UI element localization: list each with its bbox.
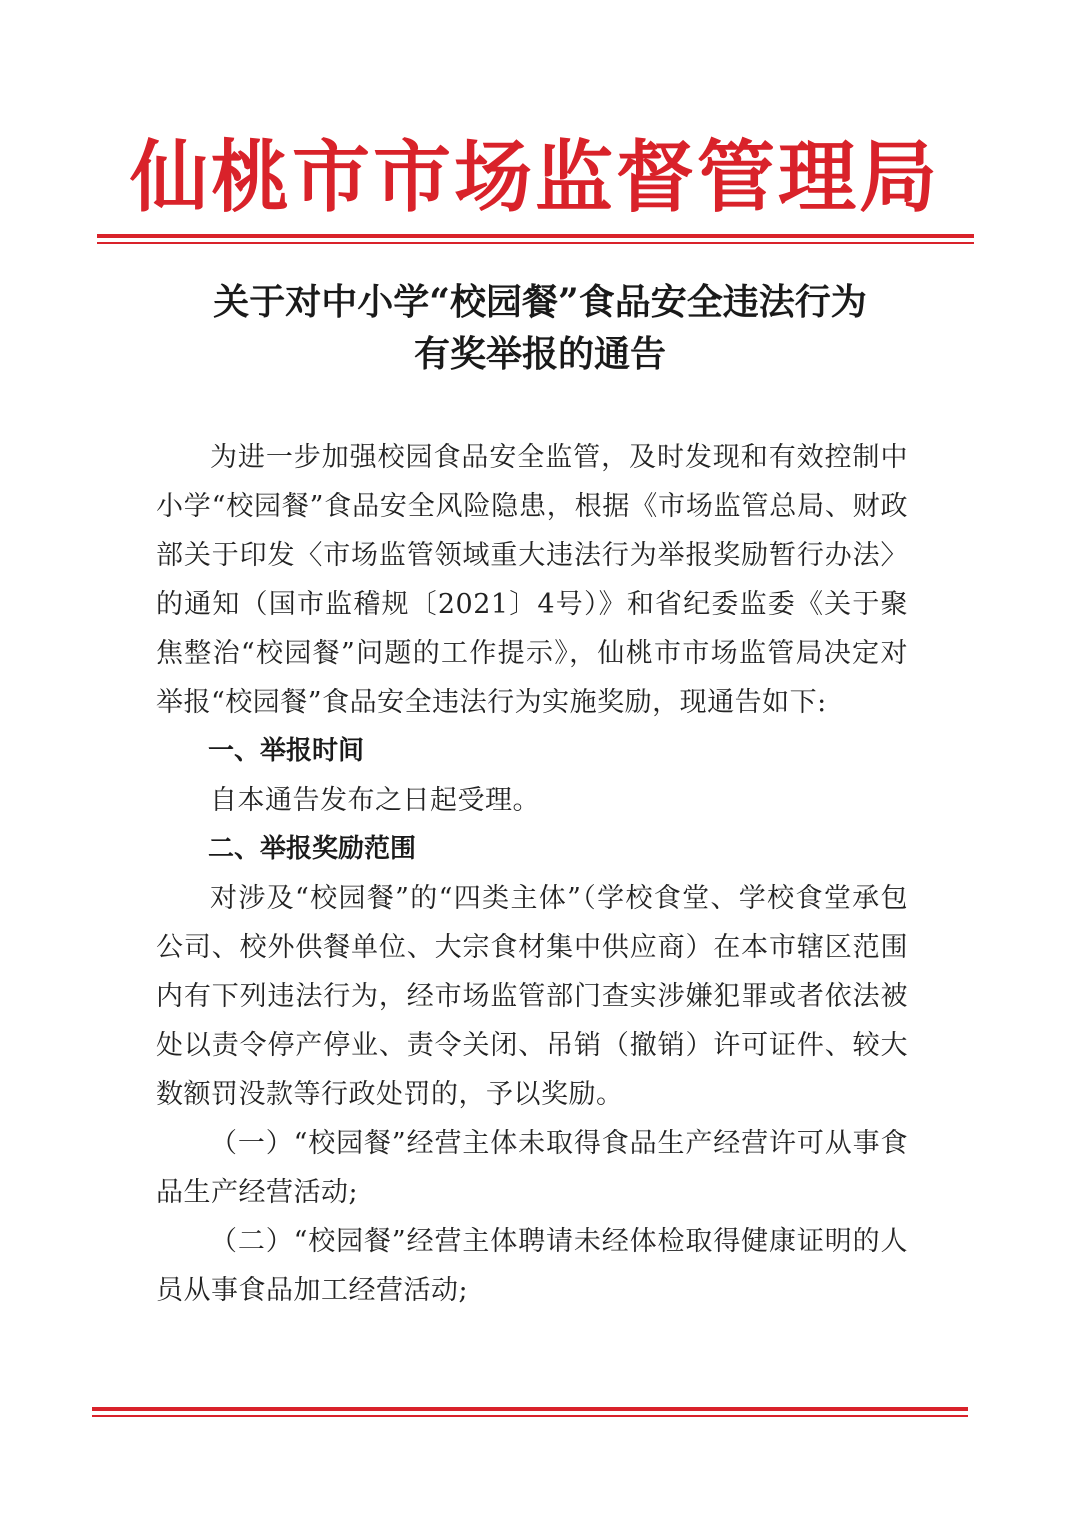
footer-divider-thick: [92, 1407, 968, 1411]
footer-divider-thin: [92, 1415, 968, 1417]
letterhead-agency-name: 仙桃市市场监督管理局: [129, 132, 940, 223]
section-text-reward-scope: 对涉及“校园餐”的“四类主体”（学校食堂、学校食堂承包公司、校外供餐单位、大宗食材集中供应商）在本市辖区范围内有下列违法行为，经市场监管部门查实涉嫌犯罪或者依法被处以责令停产停业、责令关闭、吊销（撤销）许可证件、较大数额罚没款等行政处罚的，予以奖励。: [156, 883, 908, 1110]
letterhead-divider-thick: [97, 234, 974, 238]
letterhead-divider-thin: [97, 242, 974, 244]
section-heading-report-time: 一、举报时间: [208, 736, 365, 766]
section-heading-reward-scope: 二、举报奖励范围: [208, 834, 417, 864]
list-item-violation-1: （一）“校园餐”经营主体未取得食品生产经营许可从事食品生产经营活动;: [156, 1128, 908, 1208]
intro-paragraph: 为进一步加强校园食品安全监管，及时发现和有效控制中小学“校园餐”食品安全风险隐患，根据《市场监管总局、财政部关于印发〈市场监管领域重大违法行为举报奖励暂行办法〉的通知（国市监稽规〔2021〕4号）》和省纪委监委《关于聚焦整治“校园餐”问题的工作提示》，仙桃市市场监管局决定对举报“校园餐”食品安全违法行为实施奖励，现通告如下:: [156, 442, 908, 718]
section-text-report-time: 自本通告发布之日起受理。: [210, 785, 540, 816]
notice-body: [156, 433, 908, 1315]
notice-title-line-1: 关于对中小学“校园餐”食品安全违法行为: [213, 281, 867, 323]
list-item-violation-2: （二）“校园餐”经营主体聘请未经体检取得健康证明的人员从事食品加工经营活动;: [156, 1226, 908, 1306]
notice-title-line-2: 有奖举报的通告: [413, 333, 666, 375]
